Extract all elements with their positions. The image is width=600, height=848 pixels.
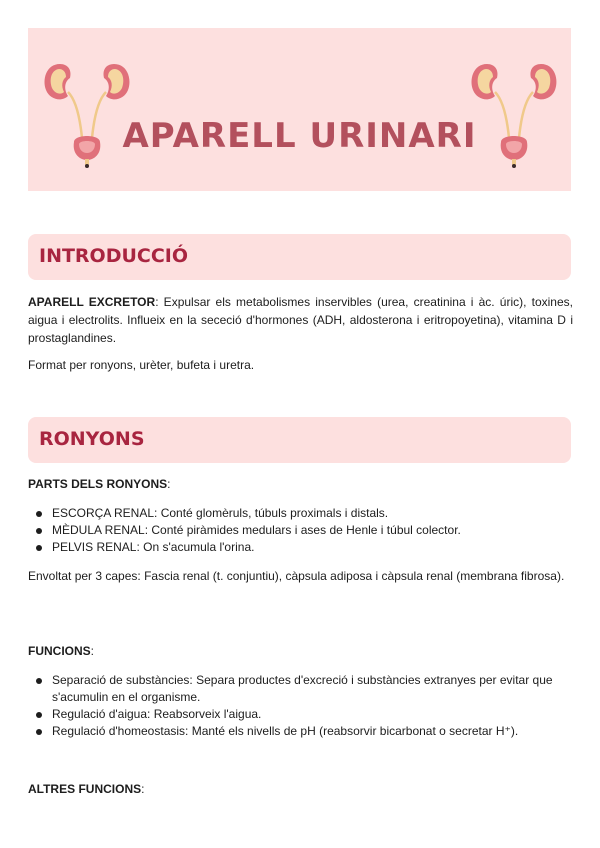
altres-label-line [28, 780, 573, 798]
excretor-paragraph [28, 293, 573, 347]
excretor-label: APARELL EXCRETOR [28, 295, 156, 309]
page-header [28, 28, 571, 191]
list-item: MÈDULA RENAL: Conté piràmides medulars i ases de Henle i túbul colector. [28, 522, 568, 539]
list-item: Separació de substàncies: Separa productes d'excreció i substàncies extranyes per evitar que s'acumulin en el organisme. [28, 672, 553, 706]
altres-label: ALTRES FUNCIONS [28, 782, 142, 796]
excretor-text: : Expulsar els metabolismes inservibles (urea, creatinina i àc. úric), toxines, aigua i electrolits. Influeix en la sececió d'hormones (ADH, aldosterona i eritropoyetina), vitamina D i prostaglandines. [28, 295, 573, 345]
list-item: Regulació d'homeostasis: Manté els nivells de pH (reabsorvir bicarbonat o secretar H⁺). [28, 723, 553, 740]
funcions-label: FUNCIONS [28, 644, 91, 658]
parts-label-line [28, 475, 573, 493]
parts-colon: : [167, 477, 171, 491]
list-item: ESCORÇA RENAL: Conté glomèruls, túbuls proximals i distals. [28, 505, 568, 522]
kidneys-bladder-icon [469, 58, 561, 168]
section-heading-ronyons [28, 417, 571, 463]
funcions-list [28, 672, 553, 740]
list-item: Regulació d'aigua: Reabsorveix l'aigua. [28, 706, 553, 723]
page-title: APARELL URINARI [122, 116, 477, 156]
parts-label: PARTS DELS RONYONS [28, 477, 168, 491]
section-title: RONYONS [39, 428, 145, 450]
funcions-colon: : [90, 644, 95, 658]
list-item: PELVIS RENAL: On s'acumula l'orina. [28, 539, 568, 556]
capes-paragraph: Envoltat per 3 capes: Fascia renal (t. conjuntiu), càpsula adiposa i càpsula renal (membrana fibrosa). [28, 569, 565, 583]
section-heading-introduccio [28, 234, 571, 280]
parts-list [28, 505, 568, 556]
altres-colon: : [141, 782, 145, 796]
section-title: INTRODUCCIÓ [39, 245, 189, 267]
format-paragraph: Format per ronyons, urèter, bufeta i uretra. [28, 358, 255, 372]
funcions-label-line [28, 642, 573, 660]
